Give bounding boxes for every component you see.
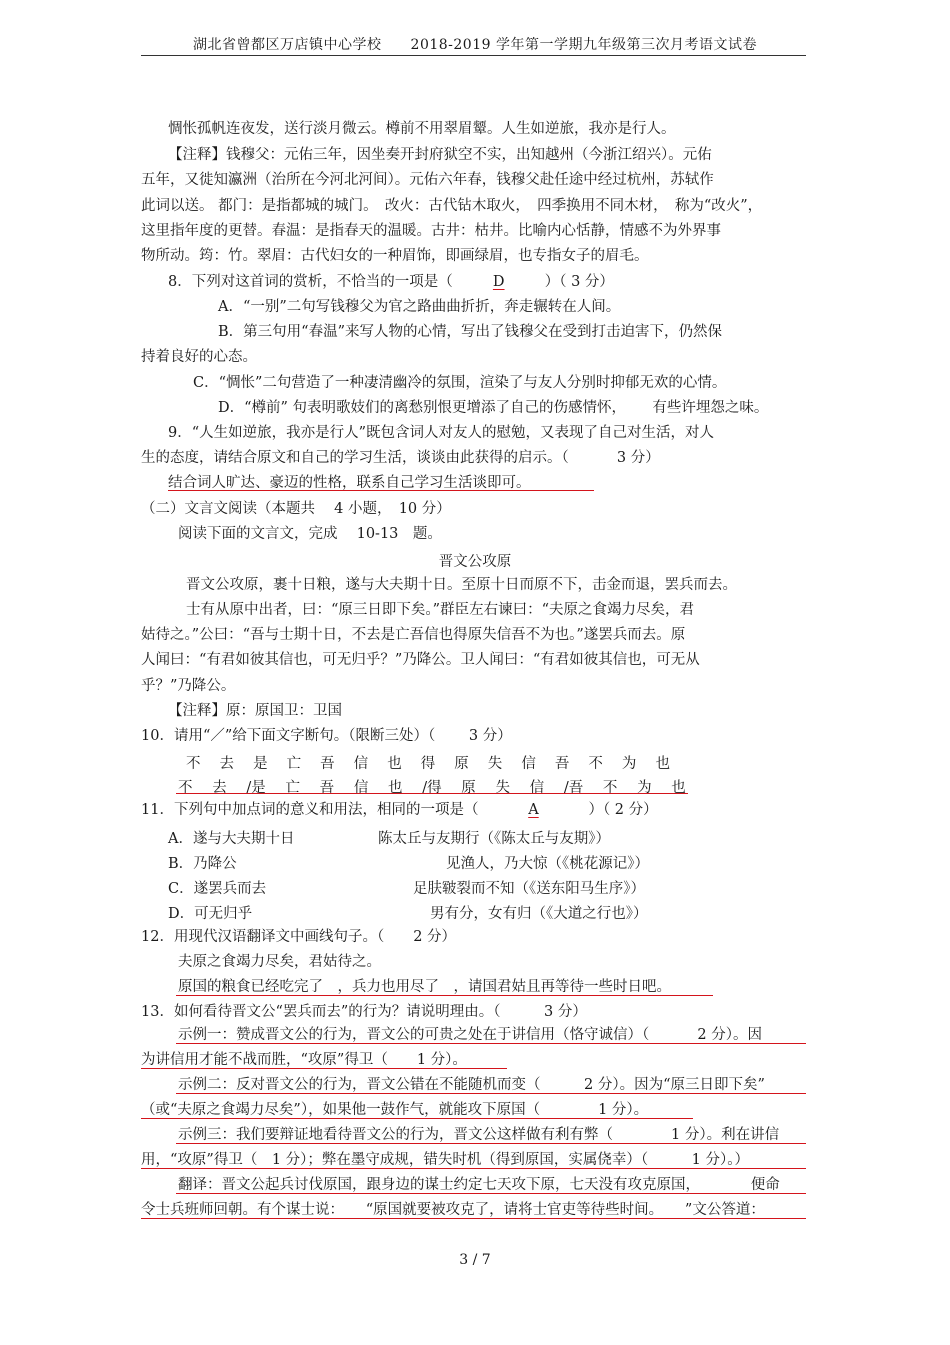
q11-option-b: B．乃降公 bbox=[168, 856, 237, 872]
passage-title: 晋文公攻原 bbox=[438, 554, 512, 570]
q12-answer: 原国的粮食已经吃完了 ，兵力也用尽了 ，请国君姑且再等待一些时日吧。 bbox=[178, 979, 671, 995]
q10-char: 也 bbox=[387, 756, 402, 772]
passage-para-2-line-1: 士有从原中出者，曰：“原三日即下矣。”群臣左右谏曰：“夫原之食竭力尽矣，君 bbox=[186, 602, 694, 618]
q10-text bbox=[186, 752, 670, 773]
q12-sentence: 夫原之食竭力尽矣，君姑待之。 bbox=[178, 954, 381, 970]
q13-underline-2 bbox=[141, 1068, 507, 1069]
q13-example-2-line-1: 示例二：反对晋文公的行为，晋文公错在不能随机而变（ 2 分）。因为“原三日即下矣” bbox=[178, 1077, 765, 1093]
q10-char: 信 bbox=[353, 756, 369, 772]
q10-answer-char: 为 bbox=[637, 780, 652, 796]
q13-example-1-line-2: 为讲信用才能不战而胜，“攻原”得卫（ 1 分）。 bbox=[141, 1052, 467, 1068]
q9-answer-underline bbox=[168, 490, 594, 491]
q10-char: 亡 bbox=[286, 756, 302, 772]
q8-answer: D bbox=[492, 274, 505, 290]
q13-underline-5 bbox=[176, 1143, 806, 1144]
q13-translation-line-1: 翻译：晋文公起兵讨伐原国，跟身边的谋士约定七天攻下原，七天没有攻克原国， 便命 bbox=[178, 1177, 780, 1193]
q8-stem bbox=[168, 273, 614, 291]
q10-answer-char: 信 bbox=[529, 780, 545, 796]
q10-answer-char: 去 bbox=[212, 780, 227, 796]
header-rule bbox=[141, 55, 806, 56]
q10-stem: 10．请用“／”给下面文字断句。（限断三处）（ 3 分） bbox=[141, 728, 512, 744]
q13-example-1-line-1: 示例一：赞成晋文公的行为，晋文公的可贵之处在于讲信用（恪守诚信）（ 2 分）。因 bbox=[178, 1027, 762, 1043]
q11-stem bbox=[141, 801, 658, 819]
q13-translation-line-2: 令士兵班师回朝。有个谋士说： “原国就要被攻克了，请将士官吏等待些时间。 ”文公答道： bbox=[141, 1202, 765, 1218]
q11-option-a: A．遂与大夫期十日 bbox=[168, 831, 295, 847]
q11-option-c: C．遂罢兵而去 bbox=[168, 881, 267, 897]
q10-answer-char: 失 bbox=[495, 780, 510, 796]
poem-last-stanza: 惆怅孤帆连夜发，送行淡月微云。樽前不用翠眉颦。人生如逆旅，我亦是行人。 bbox=[168, 121, 676, 137]
q13-underline-1 bbox=[176, 1043, 806, 1044]
q11-option-c-compare: 足肤皲裂而不知（《送东阳马生序》） bbox=[413, 881, 645, 897]
passage-para-2-line-3: 人闻曰：“有君如彼其信也，可无归乎？”乃降公。卫人闻曰：“有君如彼其信也，可无从 bbox=[141, 652, 700, 668]
note-line-2: 五年，又徙知瀛洲（治所在今河北河间）。元佑六年春，钱穆父赴任途中经过杭州，苏轼作 bbox=[141, 172, 714, 188]
note-line-1: 【注释】钱穆父：元佑三年，因坐奏开封府狱空不实，出知越州（今浙江绍兴）。元佑 bbox=[168, 147, 712, 163]
passage-para-2-line-2: 姑待之。”公曰：“吾与士期十日，不去是亡吾信也得原失信吾不为也。”遂罢兵而去。原 bbox=[141, 627, 686, 643]
q10-char: 不 bbox=[588, 756, 603, 772]
q10-char: 也 bbox=[655, 756, 670, 772]
q11-score: ）（ 2 分） bbox=[588, 802, 658, 818]
q10-answer-char: /是 bbox=[246, 780, 266, 796]
q10-answer-char: /得 bbox=[422, 780, 442, 796]
q11-answer: A bbox=[528, 802, 539, 818]
q9-answer: 结合词人旷达、豪迈的性格，联系自己学习生活谈即可。 bbox=[168, 475, 531, 491]
q10-char: 得 bbox=[420, 756, 436, 772]
q11-option-d-compare: 男有分，女有归（《大道之行也》） bbox=[430, 906, 648, 922]
note-line-3: 此词以送。 都门：是指都城的城门。 改火：古代钻木取火， 四季换用不同木材， 称为“改火”， bbox=[141, 198, 763, 214]
q8-option-b-cont: 持着良好的心态。 bbox=[141, 349, 257, 365]
q10-answer-underline bbox=[176, 793, 688, 794]
q8-option-c: C．“惆怅”二句营造了一种凄清幽冷的氛围，渲染了与友人分别时抑郁无欢的心情。 bbox=[193, 375, 727, 391]
q13-example-3-line-2: 用，“攻原”得卫（ 1 分）；弊在墨守成规，错失时机（得到原国，实属侥幸）（ 1 分）。） bbox=[141, 1152, 749, 1168]
q10-answer-char: 也 bbox=[388, 780, 403, 796]
q10-answer-char: 原 bbox=[461, 780, 476, 796]
q11-option-d: D．可无归乎 bbox=[168, 906, 253, 922]
q11-stem-text: 11．下列句中加点词的意义和用法，相同的一项是（ bbox=[141, 802, 479, 818]
note-line-4: 这里指年度的更替。春温：是指春天的温暖。古井：枯井。比喻内心恬静，情感不为外界事 bbox=[141, 223, 721, 239]
q13-stem: 13．如何看待晋文公“罢兵而去”的行为？请说明理由。（ 3 分） bbox=[141, 1004, 587, 1020]
q13-underline-3 bbox=[176, 1093, 806, 1094]
q8-option-d: D．“樽前” 句表明歌妓们的离愁别恨更增添了自己的伤感情怀， 有些许埋怨之味。 bbox=[218, 400, 769, 416]
q12-stem: 12．用现代汉语翻译文中画线句子。（ 2 分） bbox=[141, 929, 457, 945]
q11-option-b-compare: 见渔人，乃大惊（《桃花源记》） bbox=[446, 856, 649, 872]
q9-stem-1: 9．“人生如逆旅，我亦是行人”既包含词人对友人的慰勉，又表现了自己对生活，对人 bbox=[168, 425, 715, 441]
q10-answer-char: /吾 bbox=[563, 780, 584, 796]
q10-answer-char: 不 bbox=[178, 780, 193, 796]
page-number: 3 / 7 bbox=[459, 1252, 491, 1268]
q13-underline-6 bbox=[141, 1168, 806, 1169]
q10-answer-char: 吾 bbox=[319, 780, 335, 796]
passage-para-2-line-4: 乎？”乃降公。 bbox=[141, 678, 236, 694]
passage-note: 【注释】原：原国卫：卫国 bbox=[168, 703, 342, 719]
q8-stem-text: 8．下列对这首词的赏析，不恰当的一项是（ bbox=[168, 274, 453, 290]
q8-option-a: A．“一别”二句写钱穆父为官之路曲曲折折，奔走辗转在人间。 bbox=[218, 299, 621, 315]
q10-answer-char: 不 bbox=[602, 780, 618, 796]
q8-score: ）（ 3 分） bbox=[544, 274, 614, 290]
passage-para-1: 晋文公攻原，裹十日粮，遂与大夫期十日。至原十日而原不下，击金而退，罢兵而去。 bbox=[186, 577, 737, 593]
q10-answer-char: 信 bbox=[353, 780, 369, 796]
q10-char: 是 bbox=[253, 756, 268, 772]
section2-instruction: 阅读下面的文言文，完成 10-13 题。 bbox=[178, 526, 442, 542]
q10-answer-char: 也 bbox=[671, 780, 686, 796]
q13-underline-8 bbox=[141, 1218, 806, 1219]
q10-char: 吾 bbox=[320, 756, 335, 772]
section2-heading: （二）文言文阅读（本题共 4 小题， 10 分） bbox=[141, 501, 451, 517]
q10-char: 去 bbox=[219, 756, 235, 772]
q10-char: 失 bbox=[487, 756, 503, 772]
q10-char: 为 bbox=[621, 756, 637, 772]
note-line-5: 物所动。筠：竹。翠眉：古代妇女的一种眉饰，即画绿眉，也专指女子的眉毛。 bbox=[141, 248, 649, 264]
q10-char: 不 bbox=[186, 756, 201, 772]
page-header: 湖北省曾都区万店镇中心学校 2018-2019 学年第一学期九年级第三次月考语文试卷 bbox=[193, 37, 757, 53]
q13-underline-7 bbox=[176, 1193, 806, 1194]
q11-option-a-compare: 陈太丘与友期行（《陈太丘与友期》） bbox=[378, 831, 610, 847]
q8-option-b: B．第三句用“春温”来写人物的心情，写出了钱穆父在受到打击迫害下，仍然保 bbox=[218, 324, 722, 340]
q10-char: 吾 bbox=[554, 756, 570, 772]
q10-answer-char: 亡 bbox=[285, 780, 300, 796]
q10-char: 原 bbox=[454, 756, 469, 772]
q13-underline-4 bbox=[141, 1118, 693, 1119]
q12-answer-underline bbox=[176, 995, 713, 996]
q9-stem-2: 生的态度，请结合原文和自己的学习生活，谈谈由此获得的启示。（ 3 分） bbox=[141, 450, 660, 466]
q13-example-3-line-1: 示例三：我们要辩证地看待晋文公的行为，晋文公这样做有利有弊（ 1 分）。利在讲信 bbox=[178, 1127, 780, 1143]
q10-char: 信 bbox=[521, 756, 536, 772]
q13-example-2-line-2: （或“夫原之食竭力尽矣”），如果他一鼓作气，就能攻下原国（ 1 分）。 bbox=[141, 1102, 649, 1118]
